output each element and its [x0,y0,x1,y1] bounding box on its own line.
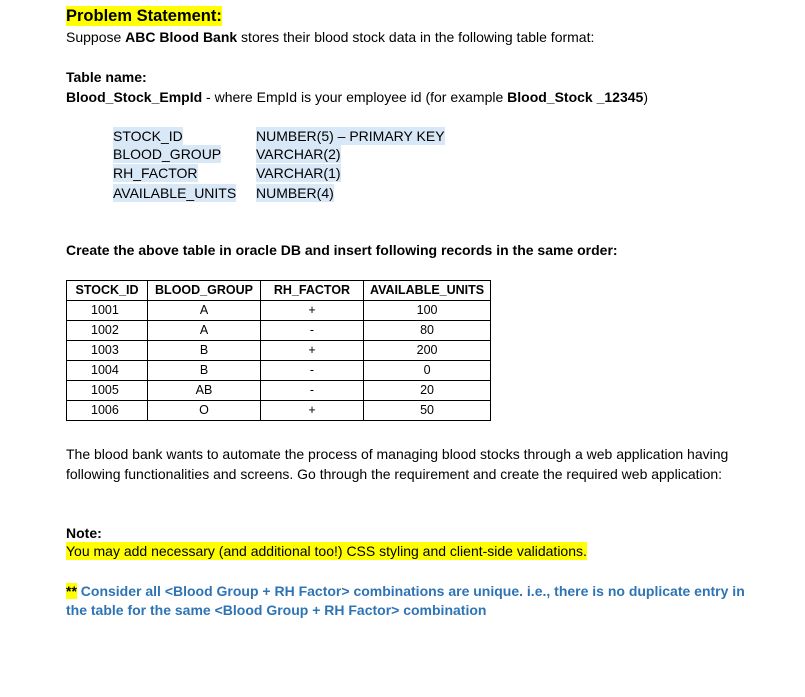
table-row [67,341,491,361]
schema-type-0: NUMBER(5) – PRIMARY KEY [256,128,445,144]
consider-text: Consider all <Blood Group + RH Factor> combinations are unique. i.e., there is no duplicate entry in the table for the same <Blood Group + RH Factor> combination [66,583,745,618]
cell-rh-factor: - [261,321,364,341]
schema-type-3: NUMBER(4) [256,185,334,201]
records-header-row [67,281,491,301]
cell-rh-factor: + [261,301,364,321]
header-rh-factor: RH_FACTOR [261,281,364,301]
cell-available-units: 0 [364,361,491,381]
table-name-middle: - where EmpId is your employee id (for example [202,89,508,105]
cell-stock-id: 1002 [67,321,148,341]
schema-type-2: VARCHAR(1) [256,165,341,181]
header-available-units: AVAILABLE_UNITS [364,281,491,301]
schema-column-1: BLOOD_GROUP [113,146,222,162]
table-row [67,381,491,401]
schema-column-3: AVAILABLE_UNITS [113,185,237,201]
records-table [66,280,491,421]
header-blood-group: BLOOD_GROUP [148,281,261,301]
cell-blood-group: A [148,301,261,321]
table-row [67,361,491,381]
cell-stock-id: 1004 [67,361,148,381]
header-stock-id: STOCK_ID [67,281,148,301]
cell-blood-group: B [148,341,261,361]
cell-stock-id: 1001 [67,301,148,321]
cell-blood-group: AB [148,381,261,401]
cell-available-units: 100 [364,301,491,321]
bank-name: ABC Blood Bank [125,29,238,45]
table-name: Blood_Stock_EmpId [66,89,203,105]
cell-rh-factor: - [261,361,364,381]
problem-statement-title: Problem Statement: [66,7,222,25]
cell-rh-factor: + [261,401,364,421]
create-instruction: Create the above table in oracle DB and insert following records in the same order: [66,242,618,258]
cell-available-units: 20 [364,381,491,401]
cell-stock-id: 1005 [67,381,148,401]
cell-blood-group: B [148,361,261,381]
schema-column-2: RH_FACTOR [113,165,198,181]
table-row [67,301,491,321]
note-label: Note: [66,525,102,541]
cell-stock-id: 1003 [67,341,148,361]
table-name-label: Table name: [66,69,147,85]
table-name-example: Blood_Stock _12345 [507,89,644,105]
description-paragraph: The blood bank wants to automate the process of managing blood stocks through a web application having following functionalities and screens. Go through the requirement and create the required web application: [66,446,729,482]
table-name-line [66,88,648,106]
cell-rh-factor: + [261,341,364,361]
cell-blood-group: A [148,321,261,341]
consider-marker: ** [66,583,77,599]
cell-available-units: 50 [364,401,491,421]
intro-line [66,28,594,46]
intro-suffix: stores their blood stock data in the following table format: [237,29,595,45]
intro-prefix: Suppose [66,29,126,45]
table-row [67,401,491,421]
cell-stock-id: 1006 [67,401,148,421]
table-row [67,321,491,341]
schema-type-1: VARCHAR(2) [256,146,341,162]
cell-blood-group: O [148,401,261,421]
schema-column-0: STOCK_ID [113,128,183,144]
table-name-end: ) [643,89,648,105]
cell-available-units: 80 [364,321,491,341]
consider-note [66,582,746,620]
note-text: You may add necessary (and additional too!) CSS styling and client-side validations. [66,543,587,559]
cell-rh-factor: - [261,381,364,401]
cell-available-units: 200 [364,341,491,361]
